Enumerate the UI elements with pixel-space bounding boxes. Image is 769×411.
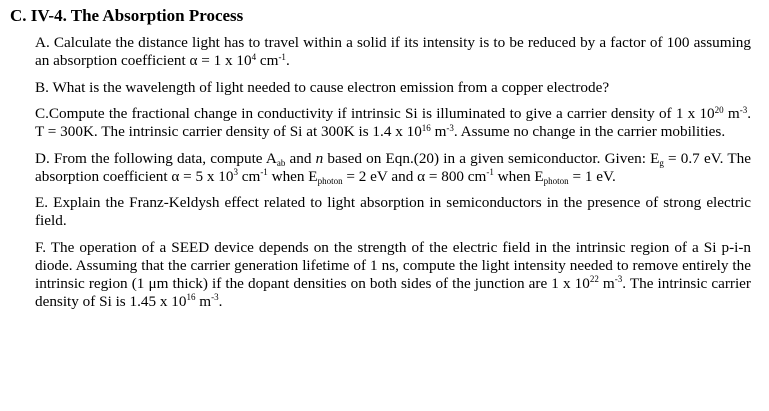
question-a — [35, 34, 751, 70]
question-d-sub-1: ab — [276, 157, 286, 168]
question-e — [35, 194, 751, 230]
question-a-text-3: . — [285, 52, 290, 69]
section-heading: C. IV-4. The Absorption Process — [10, 6, 244, 25]
question-e-text-1: E. Explain the Franz-Keldysh effect related to light absorption in semiconductors in the presence of strong electric field. — [35, 194, 751, 229]
question-c-text-1: C.Compute the fractional change in conductivity if intrinsic Si is illuminated to give a carrier density of 1 x 10 — [35, 105, 715, 122]
question-d-text-4: = 0.7 eV. The absorption coefficient α = 5 x 10 — [35, 149, 751, 185]
question-c — [35, 105, 751, 141]
question-c-exp-1: 20 — [714, 104, 724, 115]
question-c-text-5: . Assume no change in the carrier mobilities. — [453, 123, 726, 140]
question-d-text-9: = 1 eV. — [568, 167, 616, 185]
question-d-text-3: based on Eqn.(20) in a given semiconductor. Given: E — [323, 149, 660, 167]
question-c-text-3: . T = 300K. The intrinsic carrier density of Si at 300K is 1.4 x 10 — [35, 105, 751, 140]
question-d-exp-2: -1 — [260, 167, 268, 178]
question-a-exp-2: -1 — [278, 51, 286, 62]
question-d-text-6: when E — [267, 167, 318, 185]
question-d-sub-4: photon — [543, 175, 569, 186]
question-d-text-8: when E — [493, 167, 544, 185]
question-f-exp-4: -3 — [211, 292, 219, 303]
question-b-text-1: B. What is the wavelength of light needed to cause electron emission from a copper electrode? — [35, 78, 610, 96]
question-d-text-5: cm — [237, 167, 261, 185]
question-f-text-1: F. The operation of a SEED device depends on the strength of the electric field in the intrinsic region of a Si p-i-n diode. Assuming that the carrier generation lifetime of 1 ns, compute the light intensity needed to remove entirely the intrinsic region (1 μm thick) if the dopant densities on both sides of the junction are 1 x 10 — [35, 238, 751, 292]
question-f-text-2: m — [598, 274, 615, 292]
question-c-exp-2: -3 — [739, 104, 748, 115]
question-d-n-symbol: n — [315, 149, 324, 167]
question-d-exp-1: 3 — [233, 167, 238, 178]
question-b — [35, 79, 751, 97]
question-c-text-2: m — [723, 105, 740, 122]
question-f-text-4: m — [195, 292, 212, 310]
question-d-sub-2: g — [659, 157, 664, 168]
question-f-text-3: . The intrinsic carrier density of Si is 1.45 x 10 — [35, 274, 751, 310]
question-d-exp-3: -1 — [486, 167, 494, 178]
question-list — [10, 34, 751, 311]
question-d — [35, 150, 751, 186]
question-d-text-1: D. From the following data, compute A — [35, 149, 277, 167]
question-f — [35, 239, 751, 311]
question-c-exp-3: 16 — [421, 122, 431, 133]
question-a-text-1: A. Calculate the distance light has to travel within a solid if its intensity is to be reduced by a factor of 100 assuming an absorption coefficient α = 1 x 10 — [35, 34, 751, 69]
question-f-text-5: . — [218, 292, 223, 310]
question-c-text-4: m — [430, 123, 447, 140]
question-f-exp-1: 22 — [589, 274, 599, 285]
question-d-text-7: = 2 eV and α = 800 cm — [342, 167, 487, 185]
question-d-text-2: and — [285, 149, 316, 167]
question-d-sub-3: photon — [317, 175, 343, 186]
question-f-exp-2: -3 — [614, 274, 623, 285]
question-a-exp-1: 4 — [251, 51, 257, 62]
question-f-exp-3: 16 — [186, 292, 196, 303]
question-a-text-2: cm — [256, 52, 279, 69]
question-c-exp-4: -3 — [446, 122, 454, 133]
